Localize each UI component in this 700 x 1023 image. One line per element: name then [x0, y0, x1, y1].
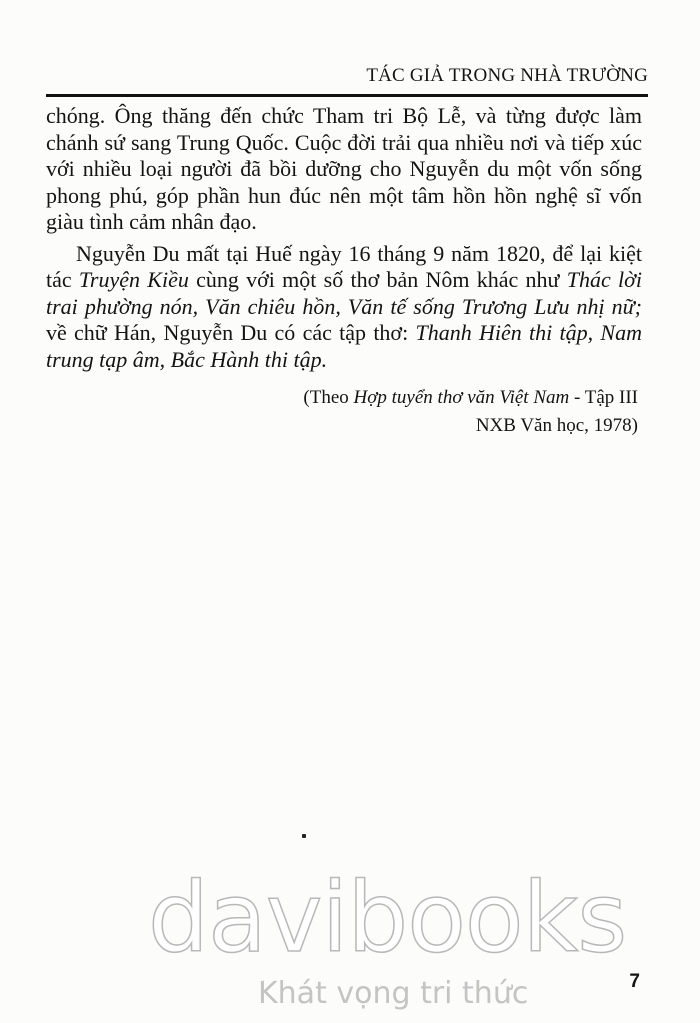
watermark-slogan: Khát vọng tri thức: [258, 976, 529, 1011]
paragraph-1: chóng. Ông thăng đến chức Tham tri Bộ Lễ, và từng được làm chánh sứ sang Trung Quốc. Cuộc đời trải qua nhiều nơi và tiếp xúc với nhiều loại người đã bồi dưỡng cho Nguyễn du một vốn sống phong phú, góp phần hun đúc nên một tâm hồn hồn nghệ sĩ vốn giàu tình cảm nhân đạo.: [46, 103, 642, 234]
paragraph-2-italic-3: Thanh Hiên thi tập, Nam trung tạp âm, Bắc Hành thi tập.: [46, 320, 642, 372]
source-line-1: [200, 384, 638, 412]
paragraph-2: [46, 241, 642, 374]
source-prefix: (Theo: [303, 387, 354, 408]
paragraph-2-italic-1: Truyện Kiều: [78, 267, 189, 292]
paragraph-2-text-1: Nguyễn Du mất tại Huế ngày 16 tháng 9 năm 1820, để lại kiệt tác: [46, 240, 642, 292]
running-header: TÁC GIẢ TRONG NHÀ TRƯỜNG: [366, 65, 648, 86]
header-rule: [46, 94, 648, 97]
paragraph-2-text-2: cùng với một số thơ bản Nôm khác như: [188, 267, 567, 292]
source-line-2: NXB Văn học, 1978): [475, 415, 638, 436]
source-citation: [200, 384, 638, 440]
source-book-title: Hợp tuyển thơ văn Việt Nam: [353, 387, 570, 408]
source-suffix: - Tập III: [569, 387, 638, 408]
ink-dot: [302, 834, 306, 838]
paragraph-2-text-3: về chữ Hán, Nguyễn Du có các tập thơ:: [46, 320, 416, 345]
body-text: [46, 103, 642, 378]
watermark-brand: davibooks: [148, 862, 627, 974]
paragraph-2-italic-2: Thác lời trai phường nón, Văn chiêu hồn, Văn tế sống Trương Lưu nhị nữ;: [46, 267, 642, 319]
page-number: 7: [629, 971, 640, 992]
